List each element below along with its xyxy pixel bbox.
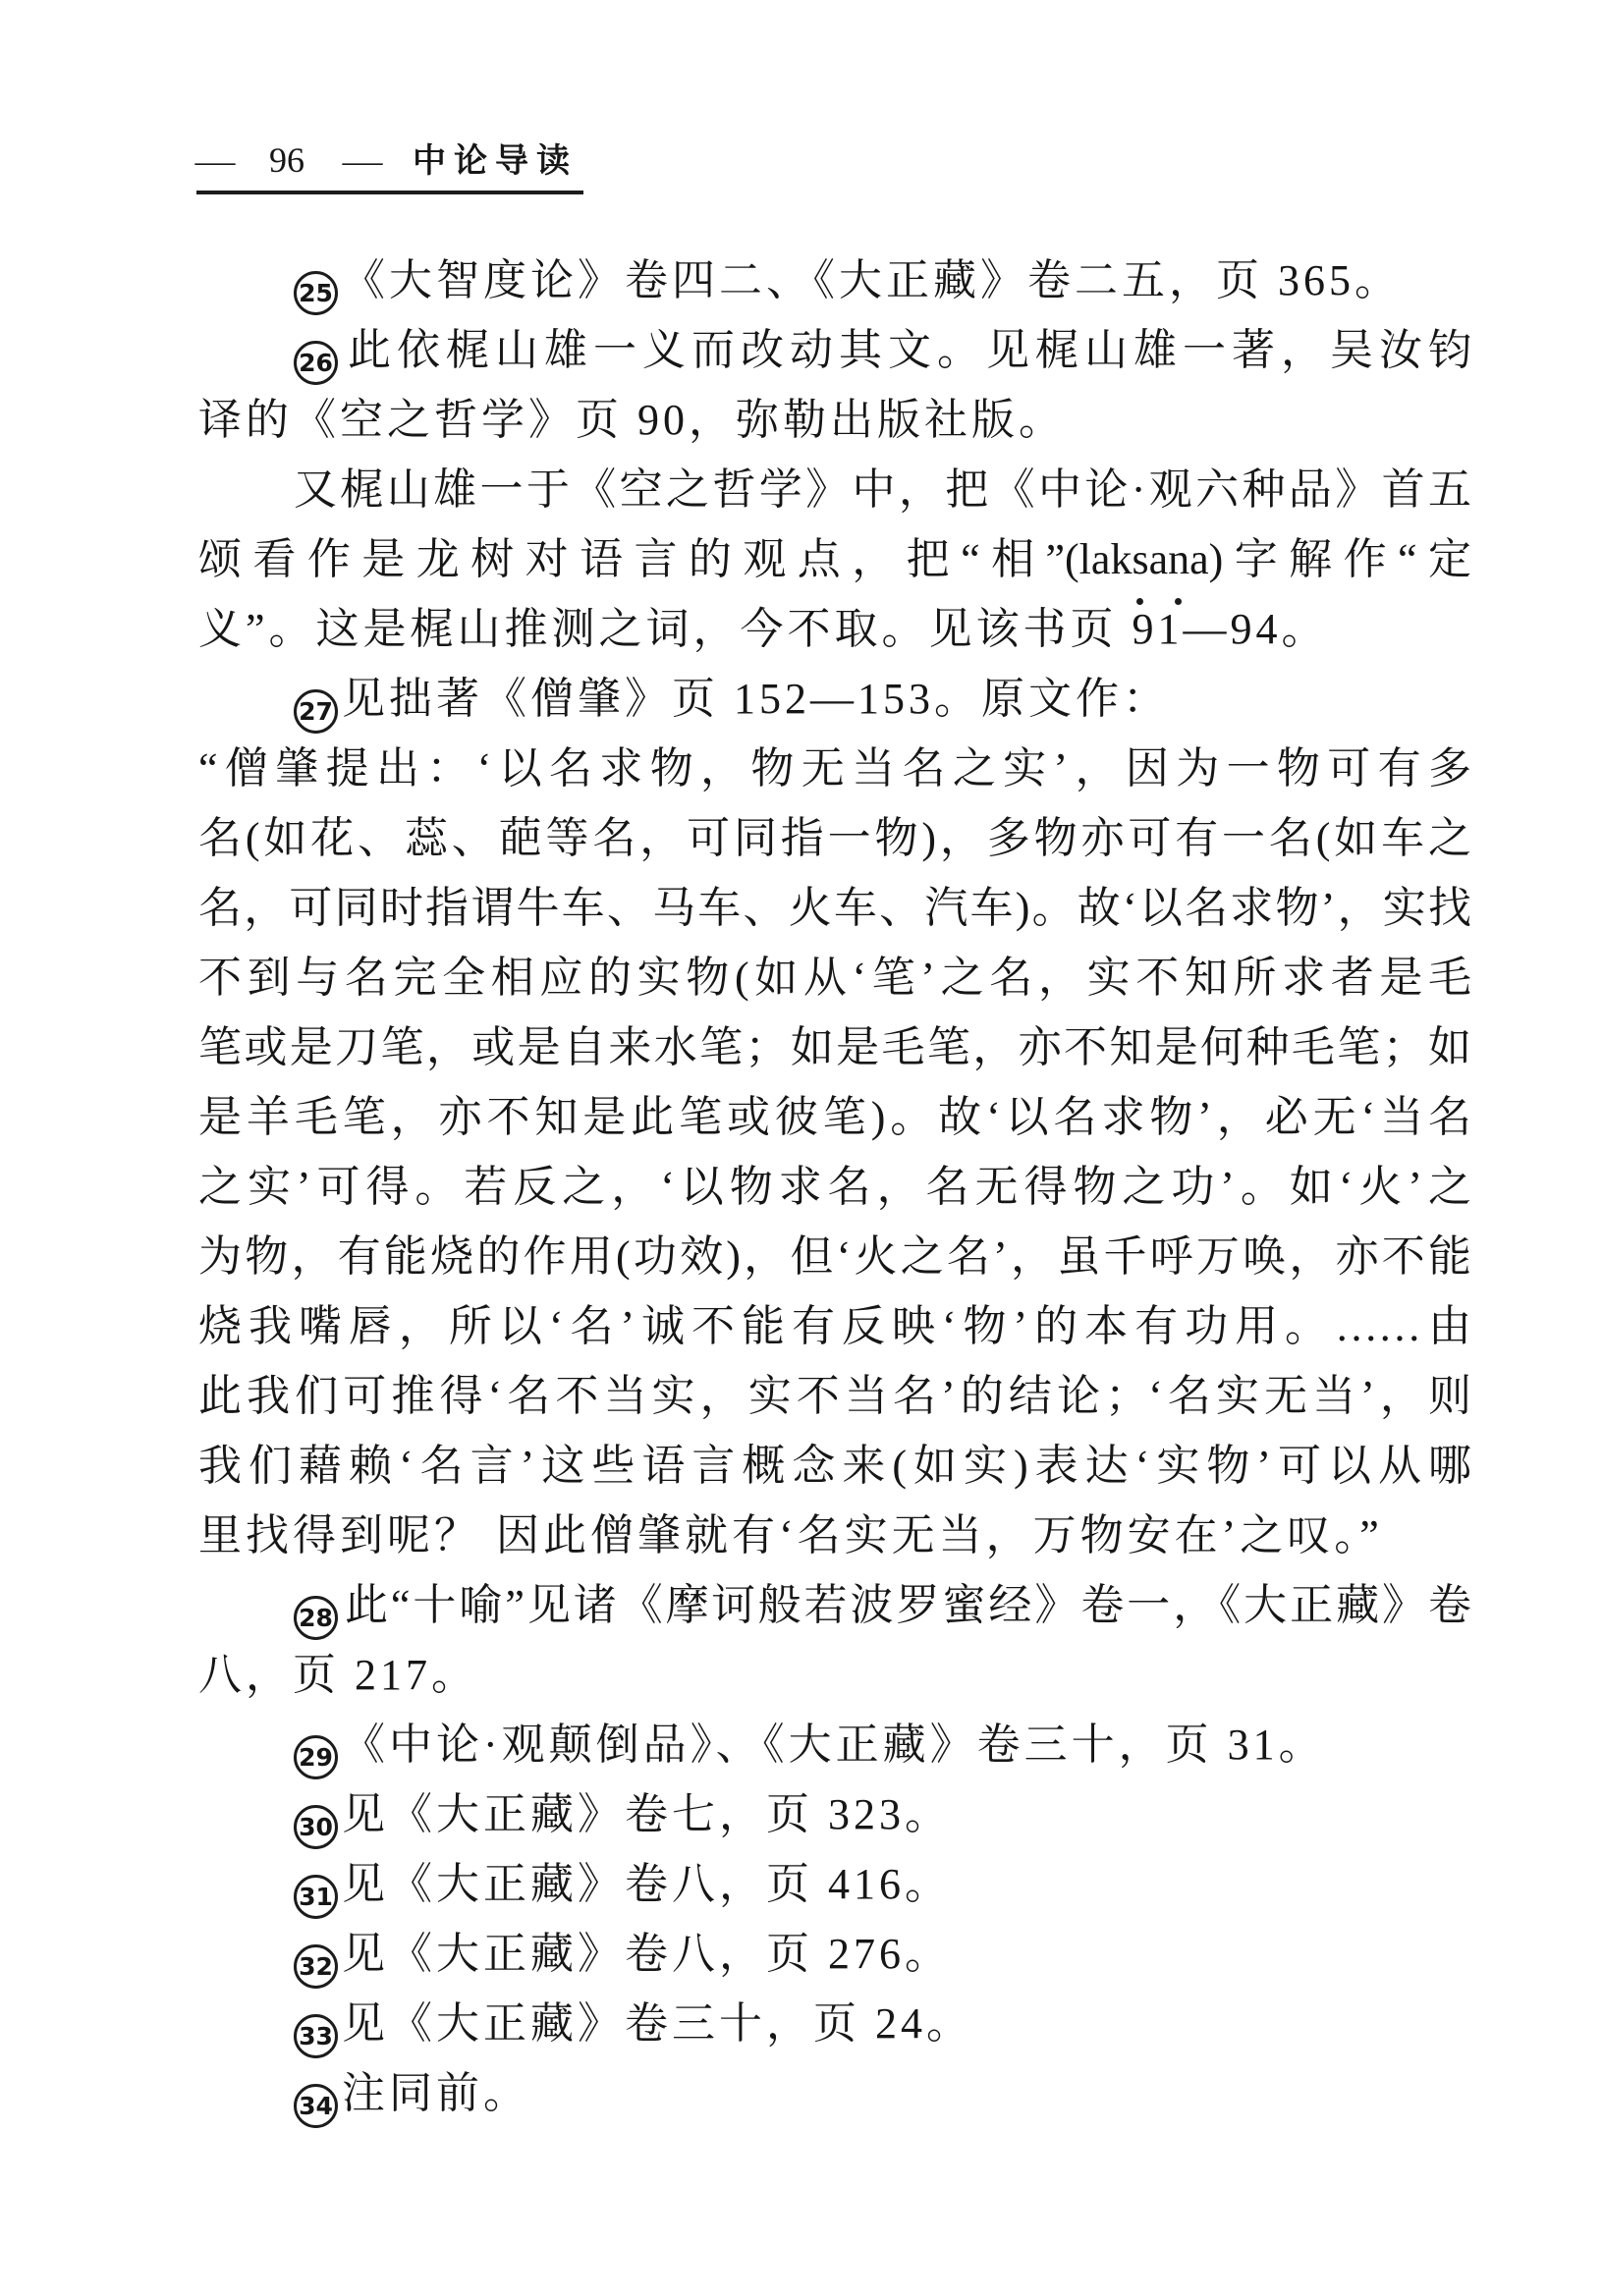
circled-note-number: 31 [294,1875,338,1919]
body-line: 为物，有能烧的作用(功效)，但‘火之名’，虽千呼万唤，亦不能 [198,1232,1471,1281]
text-block [198,246,1471,2128]
body-line: 此我们可推得‘名不当实，实不当名’的结论；‘名实无当’，则 [198,1372,1471,1420]
footnote-line: 33 见《大正藏》卷三十，页 24。 [198,1989,1471,2058]
body-line: “僧肇提出：‘以名求物，物无当名之实’，因为一物可有多 [198,744,1471,793]
header-dash-left: — [194,143,236,180]
page-number: 96 [269,140,304,180]
body-line: 我们藉赖‘名言’这些语言概念来(如实)表达‘实物’可以从哪 [198,1442,1471,1490]
book-title: 中论导读 [413,143,578,180]
body-line: 不到与名完全相应的实物(如从‘笔’之名，实不知所求者是毛 [198,954,1471,1002]
body-line: 之实’可得。若反之，‘以物求名，名无得物之功’。如‘火’之 [198,1163,1471,1211]
footnote-line: 26 此依梶山雄一义而改动其文。见梶山雄一著，吴汝钧 [198,315,1471,385]
footnote-line: 28 此“十喻”见诸《摩诃般若波罗蜜经》卷一，《大正藏》卷 [198,1570,1471,1640]
circled-note-number: 33 [294,2014,338,2058]
footnote-line: 31 见《大正藏》卷八，页 416。 [198,1849,1471,1919]
underdot-letter: n [1168,524,1189,594]
body-line: 是羊毛笔，亦不知是此笔或彼笔)。故‘以名求物’，必无‘当名 [198,1093,1471,1141]
body-line: 名，可同时指谓牛车、马车、火车、汽车)。故‘以名求物’，实找 [198,884,1471,932]
footnote-line: 34 注同前。 [198,2058,1471,2128]
circled-note-number: 32 [294,1944,338,1989]
footnote-line: 29 《中论·观颠倒品》、《大正藏》卷三十，页 31。 [198,1710,1471,1779]
circled-note-number: 27 [294,689,338,734]
body-line: 笔或是刀笔，或是自来水笔；如是毛笔，亦不知是何种毛笔；如 [198,1023,1471,1071]
circled-note-number: 30 [294,1805,338,1849]
circled-note-number: 29 [294,1735,338,1779]
body-line: 颂看作是龙树对语言的观点，把“相”(laksana)字解作“定 [198,524,1471,594]
body-line: 烧我嘴唇，所以‘名’诚不能有反映‘物’的本有功用。……由 [198,1302,1471,1350]
circled-note-number: 28 [294,1596,338,1640]
page-header [196,140,583,194]
body-line: 里找得到呢？ 因此僧肇就有‘名实无当，万物安在’之叹。” [198,1511,1383,1559]
body-line: 又梶山雄一于《空之哲学》中，把《中论·观六种品》首五 [294,465,1471,514]
circled-note-number: 25 [294,271,338,315]
body-line: 义”。这是梶山推测之词，今不取。见该书页 91—94。 [198,605,1329,653]
footnote-line: 32 见《大正藏》卷八，页 276。 [198,1919,1471,1989]
body-line: 名(如花、蕊、葩等名，可同指一物)，多物亦可有一名(如车之 [198,814,1471,862]
body-line: 译的《空之哲学》页 90，弥勒出版社版。 [198,396,1066,444]
underdot-letter: s [1132,524,1148,594]
body-line: 八，页 217。 [198,1651,478,1699]
circled-note-number: 34 [294,2084,338,2128]
footnote-line: 27 见拙著《僧肇》页 152—153。原文作： [198,664,1471,734]
circled-note-number: 26 [294,341,338,385]
header-dash-right: — [342,143,383,180]
footnote-line: 25 《大智度论》卷四二、《大正藏》卷二五，页 365。 [198,246,1471,315]
footnote-line: 30 见《大正藏》卷七，页 323。 [198,1779,1471,1849]
